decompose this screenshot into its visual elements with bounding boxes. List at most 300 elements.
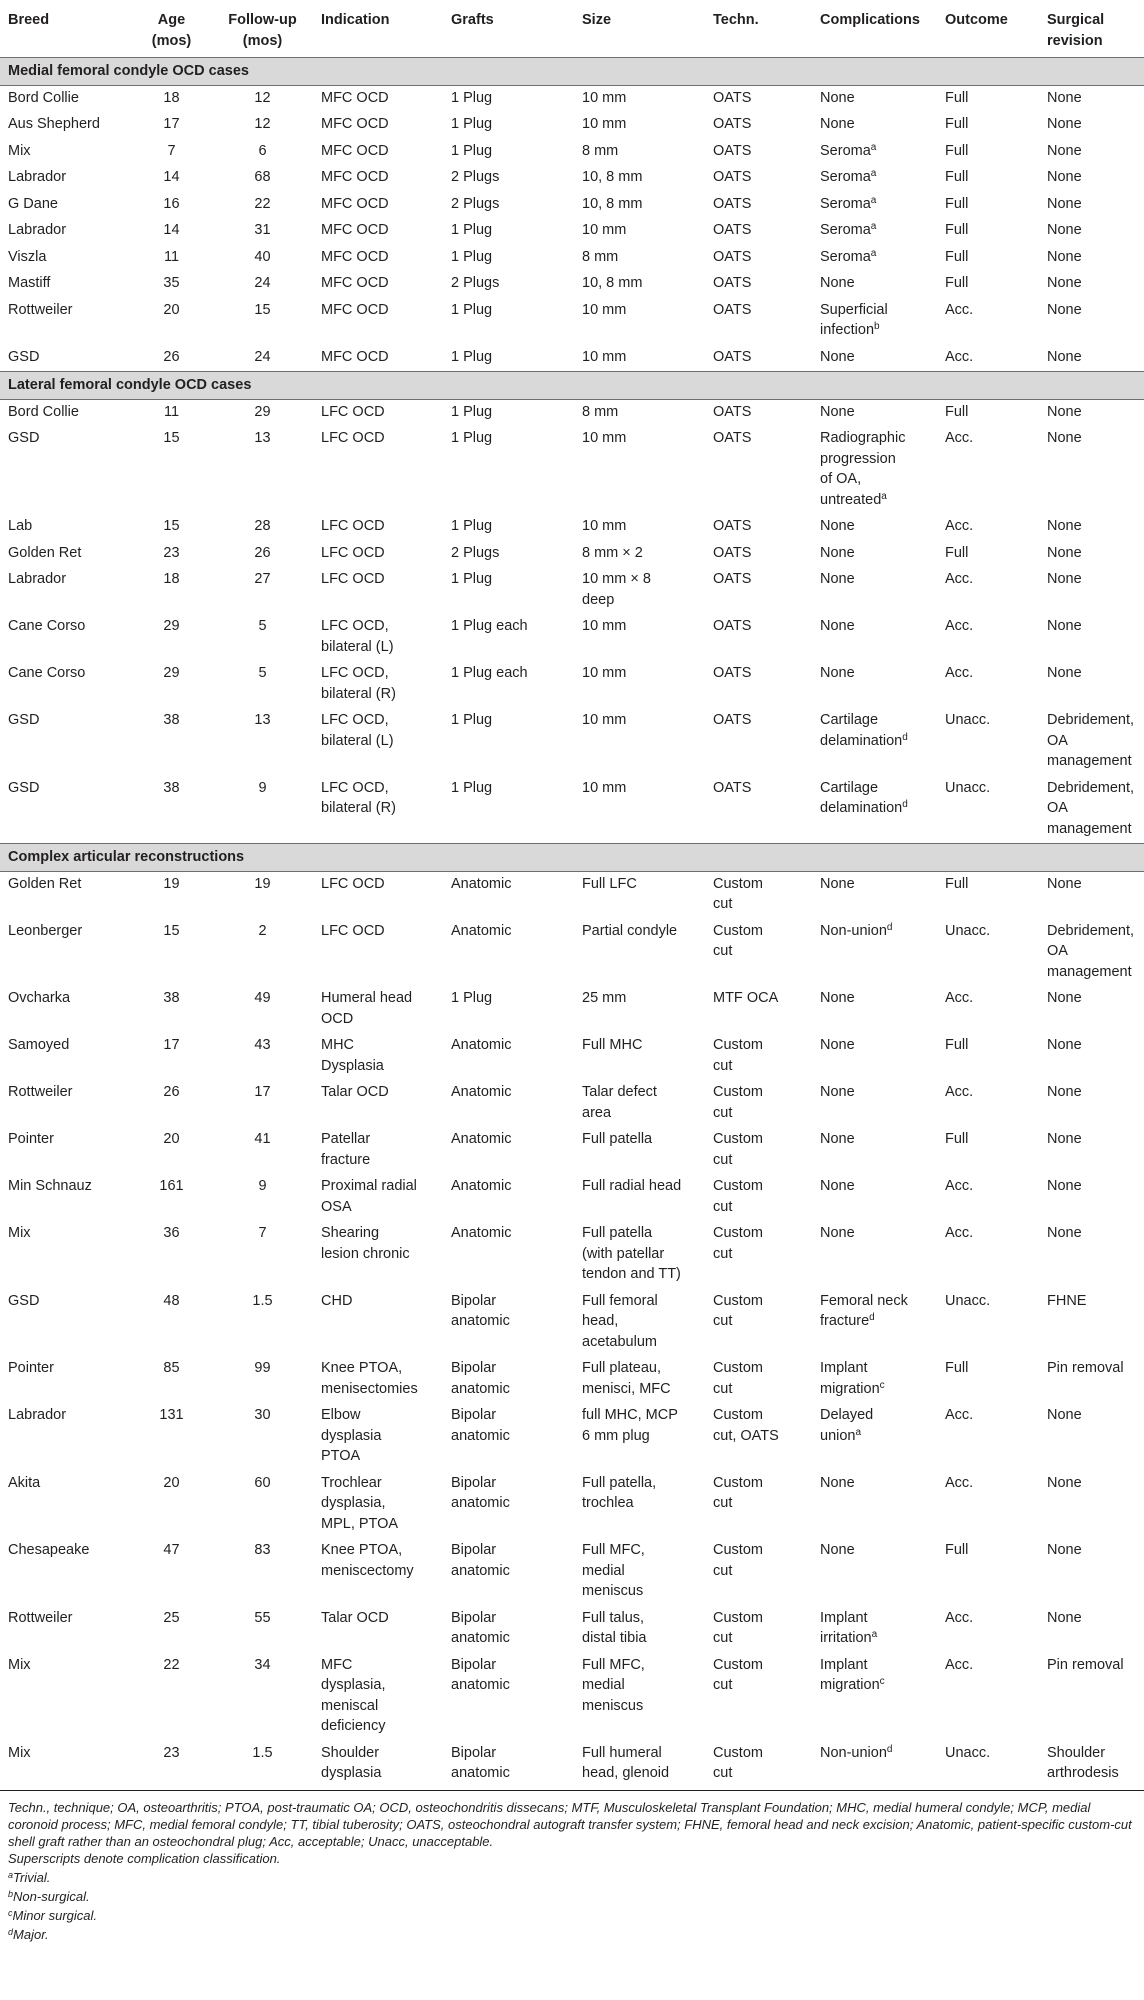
cell-complications: None — [820, 1037, 855, 1053]
footnote-item — [8, 1924, 1136, 1943]
cell-breed: Pointer — [8, 1131, 54, 1147]
cell-indication: LFC OCD, bilateral (L) — [321, 712, 394, 749]
cell-size: 8 mm — [582, 403, 619, 420]
cell-size: Talar defect area — [582, 1084, 657, 1121]
cell-size: Full humeral head, glenoid — [582, 1744, 670, 1781]
cell-size: 10 mm × 8 deep — [582, 571, 651, 608]
cell-follow-up: 31 — [254, 222, 271, 238]
cell-surgical-revision: None — [1047, 1178, 1082, 1194]
cell-follow-up: 9 — [258, 779, 267, 796]
cell-grafts: Bipolar anatomic — [451, 1744, 510, 1781]
table-row — [0, 1741, 1144, 1788]
cell-complications: Implant migration$^c$ — [820, 1360, 885, 1397]
complication-class-superscript: d — [886, 921, 893, 933]
section-title: Lateral femoral condyle OCD cases — [0, 372, 1144, 400]
cell-breed: Min Schnauz — [8, 1178, 92, 1194]
cell-indication: LFC OCD — [321, 403, 385, 420]
cell-indication: MFC OCD — [321, 116, 389, 132]
complication-class-superscript: a — [871, 1629, 878, 1640]
cell-indication: Knee PTOA, meniscectomy — [321, 1542, 414, 1579]
header-complications: Complications — [820, 12, 920, 28]
table-row — [0, 85, 1144, 112]
cell-technique: Custom cut — [713, 1178, 763, 1215]
section-header-row — [0, 372, 1144, 400]
cell-grafts: 1 Plug — [451, 222, 493, 238]
cell-size: Full MFC, medial meniscus — [582, 1542, 645, 1599]
cell-age: 85 — [163, 1360, 180, 1376]
cell-grafts: Bipolar anatomic — [451, 1407, 510, 1444]
cell-age: 23 — [163, 544, 180, 561]
cell-indication: LFC OCD — [321, 922, 385, 939]
cell-surgical-revision: None — [1047, 518, 1082, 534]
table-row — [0, 567, 1144, 614]
cell-surgical-revision: None — [1047, 169, 1082, 185]
cell-grafts: Anatomic — [451, 875, 512, 892]
cell-size: 10, 8 mm — [582, 195, 643, 212]
cell-size: Full LFC — [582, 875, 637, 892]
header-follow-up: Follow-up (mos) — [228, 12, 297, 49]
cell-age: 18 — [163, 89, 180, 106]
cell-breed: Mix — [8, 1656, 31, 1673]
cell-outcome: Full — [945, 116, 969, 132]
cell-outcome: Acc. — [945, 1609, 974, 1626]
table-row — [0, 271, 1144, 298]
table-row — [0, 1080, 1144, 1127]
cell-technique: Custom cut — [713, 1744, 763, 1781]
cell-age: 15 — [163, 518, 180, 534]
complication-class-superscript: a — [855, 1426, 862, 1438]
cell-follow-up: 17 — [254, 1084, 271, 1100]
cell-breed: Cane Corso — [8, 618, 86, 634]
footnote-item — [8, 1905, 1136, 1924]
cell-size: 10 mm — [582, 301, 627, 318]
cell-breed: GSD — [8, 1292, 40, 1309]
table-row — [0, 165, 1144, 192]
cell-grafts: Anatomic — [451, 1037, 512, 1053]
cell-breed: Rottweiler — [8, 1609, 73, 1626]
cell-breed: Cane Corso — [8, 665, 86, 681]
cell-technique: OATS — [713, 348, 752, 365]
cell-breed: G Dane — [8, 195, 58, 212]
cell-complications: Non-union$^d$ — [820, 921, 893, 939]
cell-grafts: 1 Plug — [451, 116, 493, 132]
cell-surgical-revision: Debridement, OA management — [1047, 779, 1135, 837]
superscripts-note: Superscripts denote complication classification. — [8, 1850, 281, 1866]
cell-outcome: Unacc. — [945, 712, 991, 728]
cell-outcome: Acc. — [945, 618, 974, 634]
cell-follow-up: 43 — [254, 1037, 271, 1053]
cell-age: 25 — [163, 1609, 180, 1626]
cell-age: 19 — [163, 875, 180, 892]
cell-size: 10 mm — [582, 348, 627, 365]
cell-surgical-revision: None — [1047, 301, 1082, 318]
cell-outcome: Full — [945, 1360, 969, 1376]
cell-outcome: Full — [945, 169, 969, 185]
cell-complications: Implant migration$^c$ — [820, 1656, 885, 1693]
cell-grafts: 1 Plug each — [451, 618, 528, 634]
cell-complications: Delayed union$^a$ — [820, 1407, 874, 1444]
footnote-text: Minor surgical. — [12, 1907, 98, 1923]
cell-age: 29 — [163, 618, 180, 634]
cell-age: 38 — [163, 779, 180, 796]
cell-technique: Custom cut — [713, 1037, 763, 1074]
cell-follow-up: 13 — [254, 712, 271, 728]
cell-indication: Trochlear dysplasia, MPL, PTOA — [321, 1474, 399, 1532]
cell-size: 10 mm — [582, 89, 627, 106]
cell-outcome: Acc. — [945, 1656, 974, 1673]
footnote-mark: c — [8, 1907, 13, 1918]
table-row — [0, 986, 1144, 1033]
complication-class-superscript: d — [902, 799, 908, 810]
cell-age: 15 — [163, 430, 180, 446]
cell-complications: Radiographic progression of OA, untreated$^a$ — [820, 430, 906, 508]
cell-outcome: Full — [945, 1131, 969, 1147]
cell-complications: Superficial infection$^b$ — [820, 301, 888, 338]
cell-age: 18 — [163, 571, 180, 587]
cell-indication: MFC OCD — [321, 222, 389, 238]
complication-class-superscript: c — [879, 1676, 885, 1687]
cell-follow-up: 26 — [254, 544, 271, 561]
cell-follow-up: 5 — [258, 665, 267, 681]
cell-technique: Custom cut — [713, 1360, 763, 1397]
cell-surgical-revision: None — [1047, 618, 1082, 634]
cell-indication: LFC OCD — [321, 875, 385, 892]
cell-complications: None — [820, 875, 855, 892]
cell-follow-up: 29 — [254, 403, 271, 420]
cell-grafts: Anatomic — [451, 1084, 512, 1100]
cell-age: 14 — [163, 169, 180, 185]
footnote-mark: d — [8, 1926, 14, 1937]
cell-size: Full talus, distal tibia — [582, 1609, 647, 1646]
cell-breed: Golden Ret — [8, 875, 82, 892]
section-title: Medial femoral condyle OCD cases — [0, 58, 1144, 86]
cell-complications: Cartilage delamination$^d$ — [820, 779, 908, 816]
cell-indication: MHC Dysplasia — [321, 1037, 384, 1074]
cell-breed: GSD — [8, 779, 40, 796]
cell-outcome: Acc. — [945, 518, 974, 534]
cell-complications: Implant irritation$^a$ — [820, 1609, 878, 1646]
cell-age: 20 — [163, 1131, 180, 1147]
cell-indication: MFC dysplasia, meniscal deficiency — [321, 1656, 386, 1734]
cell-complications: Seroma$^a$ — [820, 194, 877, 212]
cell-indication: MFC OCD — [321, 195, 389, 212]
cell-age: 38 — [163, 712, 180, 728]
cell-outcome: Full — [945, 248, 969, 265]
cell-technique: Custom cut — [713, 1084, 763, 1121]
cell-follow-up: 27 — [254, 571, 271, 587]
cell-grafts: Anatomic — [451, 922, 512, 939]
cell-outcome: Acc. — [945, 1474, 974, 1491]
cell-breed: Mix — [8, 142, 31, 159]
cell-outcome: Full — [945, 1037, 969, 1053]
cell-surgical-revision: None — [1047, 142, 1082, 159]
cell-grafts: Bipolar anatomic — [451, 1609, 510, 1646]
cell-surgical-revision: None — [1047, 430, 1082, 446]
footnote-text: Non-surgical. — [13, 1888, 90, 1904]
cell-breed: Bord Collie — [8, 403, 79, 420]
cell-indication: Humeral head OCD — [321, 990, 413, 1027]
cell-technique: OATS — [713, 665, 752, 681]
cell-outcome: Full — [945, 875, 969, 892]
header-indication: Indication — [321, 12, 390, 28]
complication-class-superscript: a — [870, 141, 877, 153]
cell-complications: None — [820, 1178, 855, 1194]
footnote-mark: a — [8, 1869, 14, 1880]
complication-class-superscript: b — [874, 321, 880, 332]
cell-size: 10 mm — [582, 430, 627, 446]
complication-class-superscript: a — [870, 194, 877, 206]
table-header — [0, 4, 1144, 58]
cell-surgical-revision: Pin removal — [1047, 1656, 1124, 1673]
cell-grafts: Anatomic — [451, 1225, 512, 1241]
cell-follow-up: 41 — [254, 1131, 271, 1147]
complication-class-superscript: a — [870, 168, 877, 179]
cell-age: 15 — [163, 922, 180, 939]
cell-technique: OATS — [713, 169, 752, 185]
table-row — [0, 1538, 1144, 1606]
cell-breed: Golden Ret — [8, 544, 82, 561]
cell-complications: Seroma$^a$ — [820, 141, 877, 159]
cell-technique: OATS — [713, 403, 752, 420]
cell-outcome: Unacc. — [945, 779, 991, 796]
cell-size: 10 mm — [582, 116, 627, 132]
cell-grafts: 1 Plug each — [451, 665, 528, 681]
cell-breed: Viszla — [8, 248, 47, 265]
cell-outcome: Full — [945, 544, 969, 561]
cell-follow-up: 6 — [258, 142, 267, 159]
cell-follow-up: 34 — [254, 1656, 271, 1673]
footnote-list — [8, 1867, 1136, 1943]
cell-follow-up: 24 — [254, 275, 271, 291]
cell-complications: Non-union$^d$ — [820, 1743, 893, 1761]
cell-age: 26 — [163, 348, 180, 365]
cell-outcome: Unacc. — [945, 1292, 991, 1309]
cell-surgical-revision: None — [1047, 1474, 1082, 1491]
cell-breed: Aus Shepherd — [8, 116, 100, 132]
cell-technique: OATS — [713, 195, 752, 212]
cell-indication: Shoulder dysplasia — [321, 1744, 382, 1781]
cell-technique: OATS — [713, 430, 752, 446]
table-row — [0, 871, 1144, 919]
header-row — [0, 4, 1144, 58]
cell-age: 36 — [163, 1225, 180, 1241]
header-size: Size — [582, 12, 612, 28]
cell-complications: None — [820, 116, 855, 132]
cell-grafts: Anatomic — [451, 1178, 512, 1194]
cell-technique: Custom cut — [713, 922, 763, 959]
cell-grafts: 1 Plug — [451, 301, 493, 318]
cell-technique: Custom cut — [713, 1292, 763, 1329]
table-row — [0, 139, 1144, 166]
cell-surgical-revision: None — [1047, 1084, 1082, 1100]
cell-size: Partial condyle — [582, 922, 678, 939]
cell-grafts: 2 Plugs — [451, 544, 500, 561]
cell-complications: None — [820, 990, 855, 1006]
cell-size: Full patella, trochlea — [582, 1474, 657, 1511]
table-row — [0, 1033, 1144, 1080]
cell-size: 10 mm — [582, 518, 627, 534]
header-surgical-revision: Surgical revision — [1047, 12, 1105, 49]
cell-complications: None — [820, 571, 855, 587]
cell-size: 10 mm — [582, 665, 627, 681]
cell-grafts: Bipolar anatomic — [451, 1360, 510, 1397]
table-row — [0, 919, 1144, 987]
cell-indication: Talar OCD — [321, 1609, 389, 1626]
table-row — [0, 426, 1144, 514]
cell-indication: MFC OCD — [321, 275, 389, 291]
table-row — [0, 776, 1144, 844]
cell-technique: OATS — [713, 248, 752, 265]
cell-surgical-revision: None — [1047, 1131, 1082, 1147]
cell-technique: Custom cut — [713, 1474, 763, 1511]
cell-indication: MFC OCD — [321, 248, 389, 265]
cell-surgical-revision: None — [1047, 1407, 1082, 1423]
cell-follow-up: 60 — [254, 1474, 271, 1491]
cell-follow-up: 15 — [254, 301, 271, 318]
cell-indication: LFC OCD — [321, 518, 385, 534]
cell-technique: OATS — [713, 518, 752, 534]
cell-technique: OATS — [713, 712, 752, 728]
cell-complications: Seroma$^a$ — [820, 247, 877, 265]
table-row — [0, 218, 1144, 245]
cell-grafts: 2 Plugs — [451, 169, 500, 185]
cell-surgical-revision: None — [1047, 875, 1082, 892]
cell-grafts: 2 Plugs — [451, 275, 500, 291]
cell-outcome: Full — [945, 195, 969, 212]
complication-class-superscript: a — [870, 247, 877, 259]
complication-class-superscript: d — [869, 1312, 875, 1323]
cell-grafts: 1 Plug — [451, 403, 493, 420]
cell-outcome: Full — [945, 89, 969, 106]
cell-outcome: Unacc. — [945, 1744, 991, 1761]
cell-breed: Labrador — [8, 1407, 67, 1423]
cell-surgical-revision: None — [1047, 348, 1082, 365]
cell-grafts: Bipolar anatomic — [451, 1474, 510, 1511]
cell-grafts: 1 Plug — [451, 712, 493, 728]
cell-breed: Rottweiler — [8, 301, 73, 318]
outcomes-table — [0, 4, 1144, 1788]
table-row — [0, 298, 1144, 345]
cell-surgical-revision: Debridement, OA management — [1047, 922, 1135, 980]
table-row — [0, 1606, 1144, 1653]
header-breed: Breed — [8, 12, 50, 28]
table-row — [0, 708, 1144, 776]
cell-indication: MFC OCD — [321, 89, 389, 106]
cell-follow-up: 12 — [254, 116, 271, 132]
cell-breed: Labrador — [8, 222, 67, 238]
cell-follow-up: 1.5 — [252, 1292, 273, 1309]
cell-technique: OATS — [713, 544, 752, 561]
table-row — [0, 112, 1144, 139]
cell-technique: Custom cut, OATS — [713, 1407, 779, 1444]
cell-outcome: Full — [945, 403, 969, 420]
table-row — [0, 245, 1144, 272]
cell-complications: None — [820, 89, 855, 106]
cell-technique: Custom cut — [713, 1656, 763, 1693]
cell-surgical-revision: None — [1047, 403, 1082, 420]
cell-follow-up: 12 — [254, 89, 271, 106]
cell-follow-up: 7 — [258, 1225, 267, 1241]
cell-complications: None — [820, 275, 855, 291]
cell-indication: MFC OCD — [321, 169, 389, 185]
cell-size: Full MHC — [582, 1037, 643, 1053]
cell-outcome: Acc. — [945, 1178, 974, 1194]
cell-outcome: Acc. — [945, 990, 974, 1006]
cell-follow-up: 13 — [254, 430, 271, 446]
cell-follow-up: 49 — [254, 990, 271, 1006]
cell-follow-up: 83 — [254, 1542, 271, 1558]
cell-age: 16 — [163, 195, 180, 212]
cell-size: 8 mm — [582, 248, 619, 265]
cell-age: 131 — [159, 1407, 184, 1423]
cell-size: 10 mm — [582, 222, 627, 238]
cell-grafts: 2 Plugs — [451, 195, 500, 212]
cell-technique: Custom cut — [713, 1542, 763, 1579]
cell-age: 23 — [163, 1744, 180, 1761]
cell-grafts: Anatomic — [451, 1131, 512, 1147]
cell-follow-up: 40 — [254, 248, 271, 265]
table-row — [0, 661, 1144, 708]
cell-technique: OATS — [713, 571, 752, 587]
cell-age: 47 — [163, 1542, 180, 1558]
cell-complications: None — [820, 544, 855, 561]
cell-complications: Seroma$^a$ — [820, 168, 877, 185]
cell-surgical-revision: None — [1047, 222, 1082, 238]
cell-breed: GSD — [8, 348, 40, 365]
cell-technique: OATS — [713, 301, 752, 318]
complication-class-superscript: a — [881, 490, 887, 502]
cell-technique: OATS — [713, 779, 752, 796]
cell-breed: Ovcharka — [8, 990, 71, 1006]
header-outcome: Outcome — [945, 12, 1008, 28]
cell-size: Full MFC, medial meniscus — [582, 1656, 645, 1714]
table-row — [0, 1403, 1144, 1471]
cell-follow-up: 9 — [258, 1178, 267, 1194]
cell-breed: Chesapeake — [8, 1542, 90, 1558]
cell-outcome: Acc. — [945, 301, 974, 318]
cell-indication: Knee PTOA, menisectomies — [321, 1360, 418, 1397]
cell-age: 22 — [163, 1656, 180, 1673]
cell-age: 17 — [163, 116, 180, 132]
cell-complications: None — [820, 1131, 855, 1147]
cell-age: 26 — [163, 1084, 180, 1100]
table-row — [0, 1356, 1144, 1403]
table-body — [0, 58, 1144, 1788]
cell-surgical-revision: None — [1047, 544, 1082, 561]
cell-age: 7 — [167, 142, 176, 159]
cell-age: 35 — [163, 275, 180, 291]
cell-grafts: 1 Plug — [451, 990, 493, 1006]
cell-breed: Mix — [8, 1744, 31, 1761]
cell-grafts: 1 Plug — [451, 89, 493, 106]
cell-breed: GSD — [8, 430, 40, 446]
footnote-item — [8, 1886, 1136, 1905]
cell-indication: LFC OCD — [321, 544, 385, 561]
cell-technique: OATS — [713, 116, 752, 132]
cell-follow-up: 22 — [254, 195, 271, 212]
cell-follow-up: 1.5 — [252, 1744, 273, 1761]
cell-technique: Custom cut — [713, 1131, 763, 1168]
table-row — [0, 514, 1144, 541]
cell-age: 20 — [163, 301, 180, 318]
cell-breed: Rottweiler — [8, 1084, 73, 1100]
cell-indication: MFC OCD — [321, 301, 389, 318]
cell-size: 10 mm — [582, 779, 627, 796]
cell-size: Full patella (with patellar tendon and TT) — [582, 1225, 681, 1282]
cell-surgical-revision: None — [1047, 1609, 1082, 1626]
cell-technique: Custom cut — [713, 875, 763, 912]
cell-indication: MFC OCD — [321, 142, 389, 159]
